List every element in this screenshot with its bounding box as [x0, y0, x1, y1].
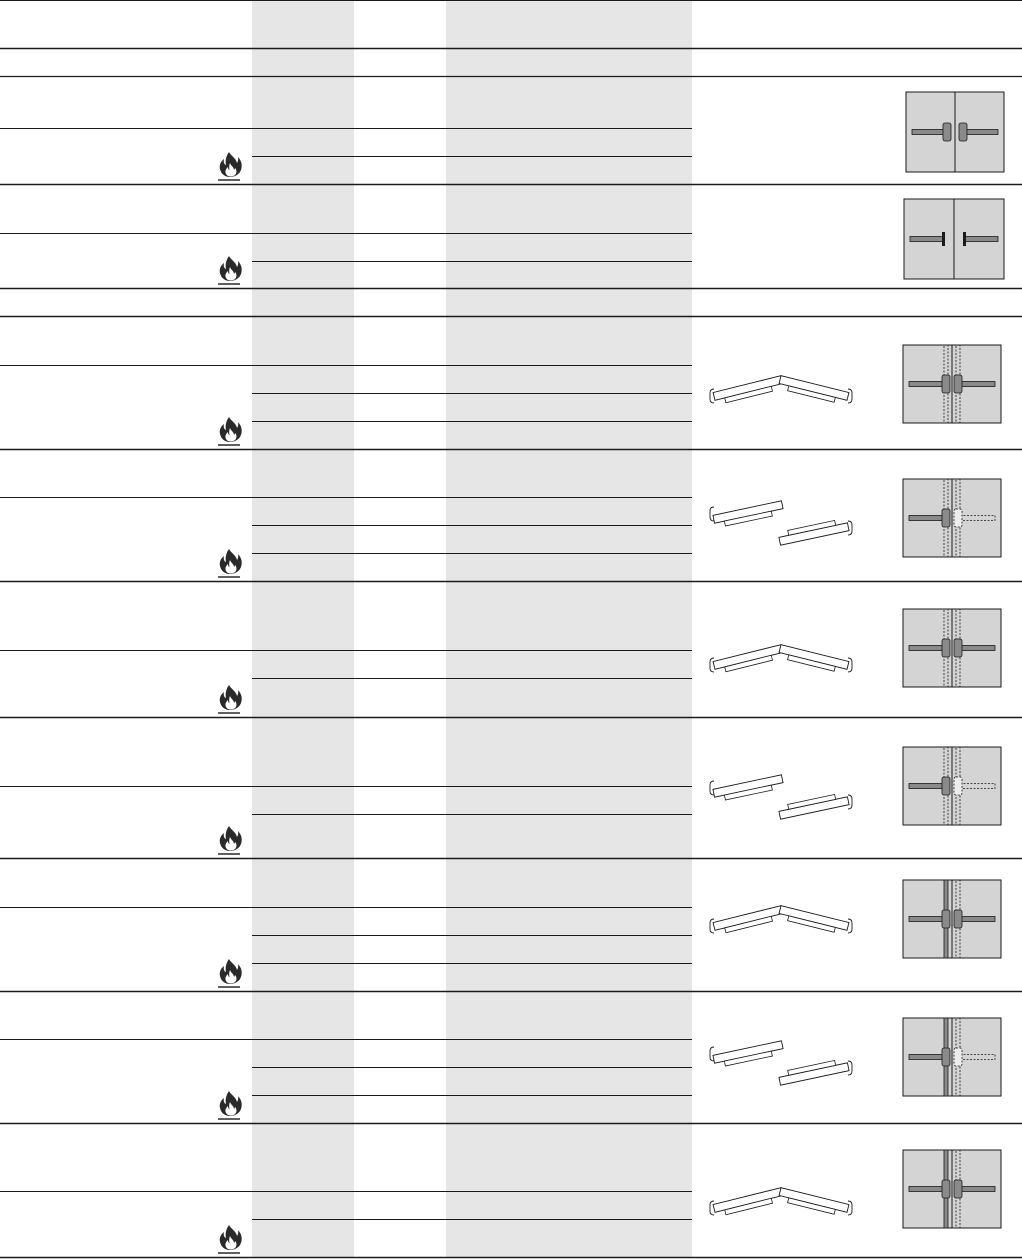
door-elevation-diagram: [906, 92, 1004, 172]
flame-icon: [218, 417, 242, 445]
latch-head-dashed: [954, 509, 962, 527]
door-elevation-diagram: [903, 747, 1001, 825]
flame-icon: [218, 549, 242, 577]
door-elevation-diagram: [904, 199, 1004, 279]
latch-head: [954, 910, 962, 928]
push-bar: [912, 130, 947, 135]
door-leaf-plan: [713, 1041, 784, 1068]
latch-head-dashed: [954, 777, 962, 795]
push-bar: [964, 237, 998, 242]
door-leaf-plan: [713, 775, 784, 802]
jamb: [710, 658, 714, 672]
push-bar: [909, 917, 944, 922]
door-elevation-diagram: [903, 1150, 1001, 1228]
shaded-column-a: [252, 0, 354, 1258]
jamb: [848, 1201, 852, 1215]
door-plan-sketch: [710, 775, 852, 819]
latch-head: [943, 123, 951, 141]
latch-head: [942, 777, 950, 795]
push-bar: [909, 382, 944, 387]
door-plan-sketch: [710, 645, 852, 675]
jamb: [710, 919, 714, 933]
latch-head: [959, 123, 967, 141]
latch-head: [942, 1048, 950, 1066]
jamb: [848, 919, 852, 933]
push-bar: [960, 382, 995, 387]
door-plan-sketch: [710, 501, 852, 545]
door-leaf-plan: [778, 645, 849, 675]
bar-end: [963, 232, 966, 246]
door-elevation-diagram: [903, 880, 1001, 958]
push-bar: [960, 646, 995, 651]
jamb: [710, 389, 714, 403]
push-bar: [963, 130, 998, 135]
push-bar: [960, 917, 995, 922]
jamb: [848, 389, 852, 403]
door-leaf-plan: [778, 792, 849, 819]
door-leaf-plan: [778, 376, 849, 406]
latch-head: [942, 1180, 950, 1198]
door-plan-sketch: [710, 1041, 852, 1085]
flame-icon: [218, 152, 242, 180]
latch-head: [942, 639, 950, 657]
door-leaf-plan: [778, 1188, 849, 1218]
latch-head: [954, 375, 962, 393]
flame-icon: [218, 1225, 242, 1253]
latch-head: [942, 375, 950, 393]
door-leaf-plan: [778, 1058, 849, 1085]
push-bar: [960, 1187, 995, 1192]
flame-icon: [218, 256, 242, 284]
shaded-column-c: [446, 0, 692, 1258]
door-leaf-plan: [713, 1188, 784, 1218]
latch-head: [954, 639, 962, 657]
push-bar: [909, 1055, 944, 1060]
flame-icon: [218, 685, 242, 713]
push-bar: [909, 784, 944, 789]
door-leaf-plan: [778, 906, 849, 936]
door-leaf-plan: [713, 376, 784, 406]
push-bar: [909, 646, 944, 651]
jamb: [710, 1201, 714, 1215]
door-plan-sketch: [710, 376, 852, 406]
door-plan-sketch: [710, 1188, 852, 1218]
latch-head: [942, 910, 950, 928]
push-bar: [909, 1187, 944, 1192]
push-bar: [910, 237, 944, 242]
flame-icon: [218, 1091, 242, 1119]
door-leaf-plan: [713, 906, 784, 936]
latch-head: [942, 509, 950, 527]
latch-head-dashed: [954, 1048, 962, 1066]
push-bar: [909, 516, 944, 521]
door-elevation-diagram: [903, 345, 1001, 423]
door-elevation-diagram: [903, 1018, 1001, 1096]
latch-head: [954, 1180, 962, 1198]
door-leaf-plan: [713, 645, 784, 675]
door-plan-sketch: [710, 906, 852, 936]
jamb: [848, 658, 852, 672]
door-elevation-diagram: [903, 609, 1001, 687]
door-elevation-diagram: [903, 479, 1001, 557]
door-leaf-plan: [778, 518, 849, 545]
flame-icon: [218, 826, 242, 854]
flame-icon: [218, 959, 242, 987]
door-leaf-plan: [713, 501, 784, 528]
bar-end: [942, 232, 945, 246]
